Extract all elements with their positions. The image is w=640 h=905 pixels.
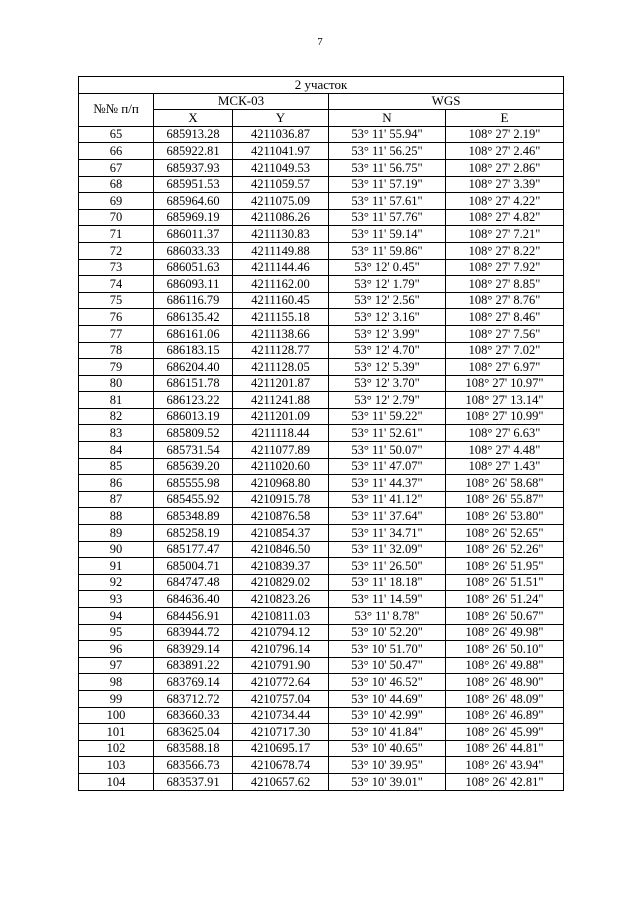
cell-e: 108° 27' 7.92" [446,259,564,276]
cell-y: 4210823.26 [233,591,329,608]
cell-number: 74 [79,276,154,293]
cell-y: 4210791.90 [233,657,329,674]
cell-number: 85 [79,458,154,475]
cell-number: 81 [79,392,154,409]
cell-y: 4211149.88 [233,242,329,259]
cell-y: 4210734.44 [233,707,329,724]
col-e-header: E [446,110,564,127]
wgs-group-header: WGS [329,93,564,110]
cell-number: 101 [79,724,154,741]
cell-x: 683929.14 [154,641,233,658]
cell-x: 683891.22 [154,657,233,674]
cell-n: 53° 11' 8.78" [329,608,446,625]
cell-n: 53° 10' 39.95" [329,757,446,774]
cell-y: 4210829.02 [233,574,329,591]
cell-n: 53° 11' 34.71" [329,525,446,542]
col-n-header: N [329,110,446,127]
cell-e: 108° 27' 2.19" [446,126,564,143]
cell-x: 683625.04 [154,724,233,741]
cell-n: 53° 10' 42.99" [329,707,446,724]
cell-number: 72 [79,242,154,259]
cell-number: 75 [79,292,154,309]
cell-number: 73 [79,259,154,276]
cell-y: 4210839.37 [233,558,329,575]
cell-n: 53° 10' 52.20" [329,624,446,641]
table-row [79,325,564,342]
table-row [79,690,564,707]
cell-y: 4210811.03 [233,608,329,625]
table-row [79,425,564,442]
table-row [79,126,564,143]
cell-e: 108° 27' 10.99" [446,408,564,425]
cell-y: 4211138.66 [233,325,329,342]
table-row [79,475,564,492]
cell-number: 76 [79,309,154,326]
cell-n: 53° 12' 5.39" [329,359,446,376]
cell-x: 684456.91 [154,608,233,625]
table-row [79,176,564,193]
table-row [79,574,564,591]
cell-n: 53° 12' 0.45" [329,259,446,276]
cell-e: 108° 27' 7.21" [446,226,564,243]
cell-y: 4211075.09 [233,193,329,210]
cell-e: 108° 27' 7.56" [446,325,564,342]
cell-e: 108° 27' 6.97" [446,359,564,376]
cell-e: 108° 27' 2.46" [446,143,564,160]
cell-n: 53° 11' 59.86" [329,242,446,259]
cell-x: 686033.33 [154,242,233,259]
cell-x: 685937.93 [154,159,233,176]
cell-e: 108° 27' 8.22" [446,242,564,259]
table-row [79,525,564,542]
cell-e: 108° 27' 8.85" [446,276,564,293]
table-row [79,259,564,276]
cell-x: 684636.40 [154,591,233,608]
table-row [79,491,564,508]
cell-number: 93 [79,591,154,608]
table-row [79,541,564,558]
cell-n: 53° 10' 44.69" [329,690,446,707]
cell-x: 686013.19 [154,408,233,425]
table-row [79,408,564,425]
cell-number: 69 [79,193,154,210]
msk-group-header: МСК-03 [154,93,329,110]
table-row [79,276,564,293]
cell-n: 53° 10' 46.52" [329,674,446,691]
cell-e: 108° 26' 52.65" [446,525,564,542]
cell-x: 684747.48 [154,574,233,591]
cell-x: 683660.33 [154,707,233,724]
cell-n: 53° 12' 3.70" [329,375,446,392]
cell-x: 686123.22 [154,392,233,409]
cell-e: 108° 27' 6.63" [446,425,564,442]
num-header: №№ п/п [79,93,154,126]
cell-x: 685258.19 [154,525,233,542]
cell-n: 53° 11' 59.22" [329,408,446,425]
cell-number: 100 [79,707,154,724]
cell-number: 79 [79,359,154,376]
table-row [79,342,564,359]
cell-number: 90 [79,541,154,558]
cell-number: 86 [79,475,154,492]
cell-x: 685731.54 [154,442,233,459]
table-row [79,757,564,774]
cell-e: 108° 26' 44.81" [446,740,564,757]
cell-e: 108° 27' 8.46" [446,309,564,326]
cell-e: 108° 27' 8.76" [446,292,564,309]
table-body [79,77,564,791]
table-row [79,724,564,741]
table-row [79,309,564,326]
table-row [79,143,564,160]
cell-x: 685004.71 [154,558,233,575]
cell-y: 4211241.88 [233,392,329,409]
cell-n: 53° 11' 18.18" [329,574,446,591]
table-row [79,375,564,392]
cell-n: 53° 11' 47.07" [329,458,446,475]
cell-number: 94 [79,608,154,625]
cell-x: 685177.47 [154,541,233,558]
cell-number: 65 [79,126,154,143]
cell-y: 4210846.50 [233,541,329,558]
table-row [79,392,564,409]
cell-x: 683944.72 [154,624,233,641]
cell-y: 4211162.00 [233,276,329,293]
cell-number: 77 [79,325,154,342]
cell-e: 108° 26' 52.26" [446,541,564,558]
cell-number: 102 [79,740,154,757]
cell-e: 108° 26' 48.09" [446,690,564,707]
cell-y: 4211020.60 [233,458,329,475]
cell-e: 108° 26' 51.24" [446,591,564,608]
cell-e: 108° 27' 4.48" [446,442,564,459]
cell-x: 685639.20 [154,458,233,475]
cell-y: 4210876.58 [233,508,329,525]
table-row [79,674,564,691]
cell-number: 96 [79,641,154,658]
cell-y: 4211144.46 [233,259,329,276]
table-row [79,209,564,226]
cell-y: 4211128.77 [233,342,329,359]
table-row [79,508,564,525]
cell-n: 53° 11' 57.19" [329,176,446,193]
cell-x: 686051.63 [154,259,233,276]
cell-e: 108° 26' 45.99" [446,724,564,741]
cell-n: 53° 11' 44.37" [329,475,446,492]
cell-n: 53° 12' 3.99" [329,325,446,342]
cell-x: 686204.40 [154,359,233,376]
cell-y: 4211130.83 [233,226,329,243]
cell-y: 4211128.05 [233,359,329,376]
cell-e: 108° 26' 51.51" [446,574,564,591]
cell-y: 4210717.30 [233,724,329,741]
cell-y: 4210772.64 [233,674,329,691]
cell-n: 53° 11' 26.50" [329,558,446,575]
cell-y: 4210657.62 [233,773,329,790]
cell-y: 4211036.87 [233,126,329,143]
cell-n: 53° 11' 55.94" [329,126,446,143]
cell-n: 53° 11' 56.25" [329,143,446,160]
cell-number: 68 [79,176,154,193]
cell-n: 53° 12' 3.16" [329,309,446,326]
cell-x: 685922.81 [154,143,233,160]
cell-e: 108° 26' 43.94" [446,757,564,774]
cell-x: 683769.14 [154,674,233,691]
cell-e: 108° 27' 7.02" [446,342,564,359]
cell-y: 4210968.80 [233,475,329,492]
col-y-header: Y [233,110,329,127]
cell-x: 683566.73 [154,757,233,774]
cell-y: 4210796.14 [233,641,329,658]
cell-number: 104 [79,773,154,790]
table-row [79,773,564,790]
table-row [79,624,564,641]
cell-x: 686011.37 [154,226,233,243]
table-row [79,558,564,575]
cell-y: 4210794.12 [233,624,329,641]
cell-y: 4211201.87 [233,375,329,392]
cell-n: 53° 10' 40.65" [329,740,446,757]
cell-x: 686161.06 [154,325,233,342]
cell-n: 53° 11' 32.09" [329,541,446,558]
title-row [79,77,564,94]
cell-n: 53° 11' 56.75" [329,159,446,176]
cell-x: 686151.78 [154,375,233,392]
cell-y: 4210678.74 [233,757,329,774]
cell-y: 4211118.44 [233,425,329,442]
cell-e: 108° 26' 58.68" [446,475,564,492]
cell-number: 82 [79,408,154,425]
cell-y: 4211077.89 [233,442,329,459]
cell-e: 108° 26' 42.81" [446,773,564,790]
cell-x: 686183.15 [154,342,233,359]
cell-n: 53° 10' 51.70" [329,641,446,658]
cell-number: 83 [79,425,154,442]
table-row [79,657,564,674]
coordinates-table [78,76,564,791]
cell-number: 78 [79,342,154,359]
table-row [79,292,564,309]
cell-n: 53° 11' 57.61" [329,193,446,210]
cell-n: 53° 10' 50.47" [329,657,446,674]
cell-e: 108° 27' 4.82" [446,209,564,226]
table-row [79,226,564,243]
cell-number: 71 [79,226,154,243]
table-row [79,608,564,625]
cell-number: 99 [79,690,154,707]
table-row [79,359,564,376]
cell-e: 108° 26' 49.88" [446,657,564,674]
cell-n: 53° 11' 52.61" [329,425,446,442]
cell-x: 685969.19 [154,209,233,226]
cell-e: 108° 27' 10.97" [446,375,564,392]
cell-y: 4211049.53 [233,159,329,176]
table-row [79,707,564,724]
table-row [79,159,564,176]
cell-number: 92 [79,574,154,591]
cell-x: 685348.89 [154,508,233,525]
cell-y: 4211155.18 [233,309,329,326]
cell-x: 685964.60 [154,193,233,210]
cell-e: 108° 26' 46.89" [446,707,564,724]
cell-y: 4210695.17 [233,740,329,757]
table-row [79,458,564,475]
table-row [79,193,564,210]
cell-e: 108° 27' 13.14" [446,392,564,409]
table-row [79,641,564,658]
cell-y: 4211059.57 [233,176,329,193]
cell-e: 108° 26' 51.95" [446,558,564,575]
cell-e: 108° 26' 50.67" [446,608,564,625]
cell-number: 91 [79,558,154,575]
cell-n: 53° 10' 39.01" [329,773,446,790]
cell-number: 88 [79,508,154,525]
group-header-row [79,93,564,110]
cell-x: 685951.53 [154,176,233,193]
cell-number: 66 [79,143,154,160]
cell-y: 4211041.97 [233,143,329,160]
cell-number: 89 [79,525,154,542]
table-title: 2 участок [79,77,564,94]
cell-y: 4210757.04 [233,690,329,707]
cell-e: 108° 26' 49.98" [446,624,564,641]
col-x-header: X [154,110,233,127]
cell-n: 53° 11' 57.76" [329,209,446,226]
table-row [79,591,564,608]
cell-y: 4210915.78 [233,491,329,508]
cell-n: 53° 12' 1.79" [329,276,446,293]
cell-n: 53° 10' 41.84" [329,724,446,741]
cell-e: 108° 26' 50.10" [446,641,564,658]
cell-number: 84 [79,442,154,459]
cell-n: 53° 12' 4.70" [329,342,446,359]
cell-number: 87 [79,491,154,508]
cell-number: 80 [79,375,154,392]
cell-n: 53° 11' 14.59" [329,591,446,608]
cell-y: 4211086.26 [233,209,329,226]
cell-number: 70 [79,209,154,226]
cell-x: 685913.28 [154,126,233,143]
cell-n: 53° 11' 37.64" [329,508,446,525]
cell-n: 53° 11' 41.12" [329,491,446,508]
cell-e: 108° 26' 48.90" [446,674,564,691]
cell-number: 98 [79,674,154,691]
cell-n: 53° 11' 59.14" [329,226,446,243]
cell-x: 683537.91 [154,773,233,790]
cell-n: 53° 11' 50.07" [329,442,446,459]
cell-y: 4211160.45 [233,292,329,309]
cell-x: 683712.72 [154,690,233,707]
cell-x: 686116.79 [154,292,233,309]
cell-e: 108° 26' 55.87" [446,491,564,508]
cell-y: 4211201.09 [233,408,329,425]
cell-x: 683588.18 [154,740,233,757]
cell-n: 53° 12' 2.79" [329,392,446,409]
cell-e: 108° 26' 53.80" [446,508,564,525]
cell-x: 685809.52 [154,425,233,442]
cell-x: 686135.42 [154,309,233,326]
cell-e: 108° 27' 1.43" [446,458,564,475]
cell-e: 108° 27' 3.39" [446,176,564,193]
table-row [79,442,564,459]
table-row [79,242,564,259]
cell-number: 67 [79,159,154,176]
page-number: 7 [317,36,323,48]
cell-n: 53° 12' 2.56" [329,292,446,309]
cell-y: 4210854.37 [233,525,329,542]
cell-e: 108° 27' 2.86" [446,159,564,176]
cell-x: 685555.98 [154,475,233,492]
cell-number: 103 [79,757,154,774]
cell-number: 95 [79,624,154,641]
cell-number: 97 [79,657,154,674]
cell-e: 108° 27' 4.22" [446,193,564,210]
cell-x: 685455.92 [154,491,233,508]
table-row [79,740,564,757]
cell-x: 686093.11 [154,276,233,293]
